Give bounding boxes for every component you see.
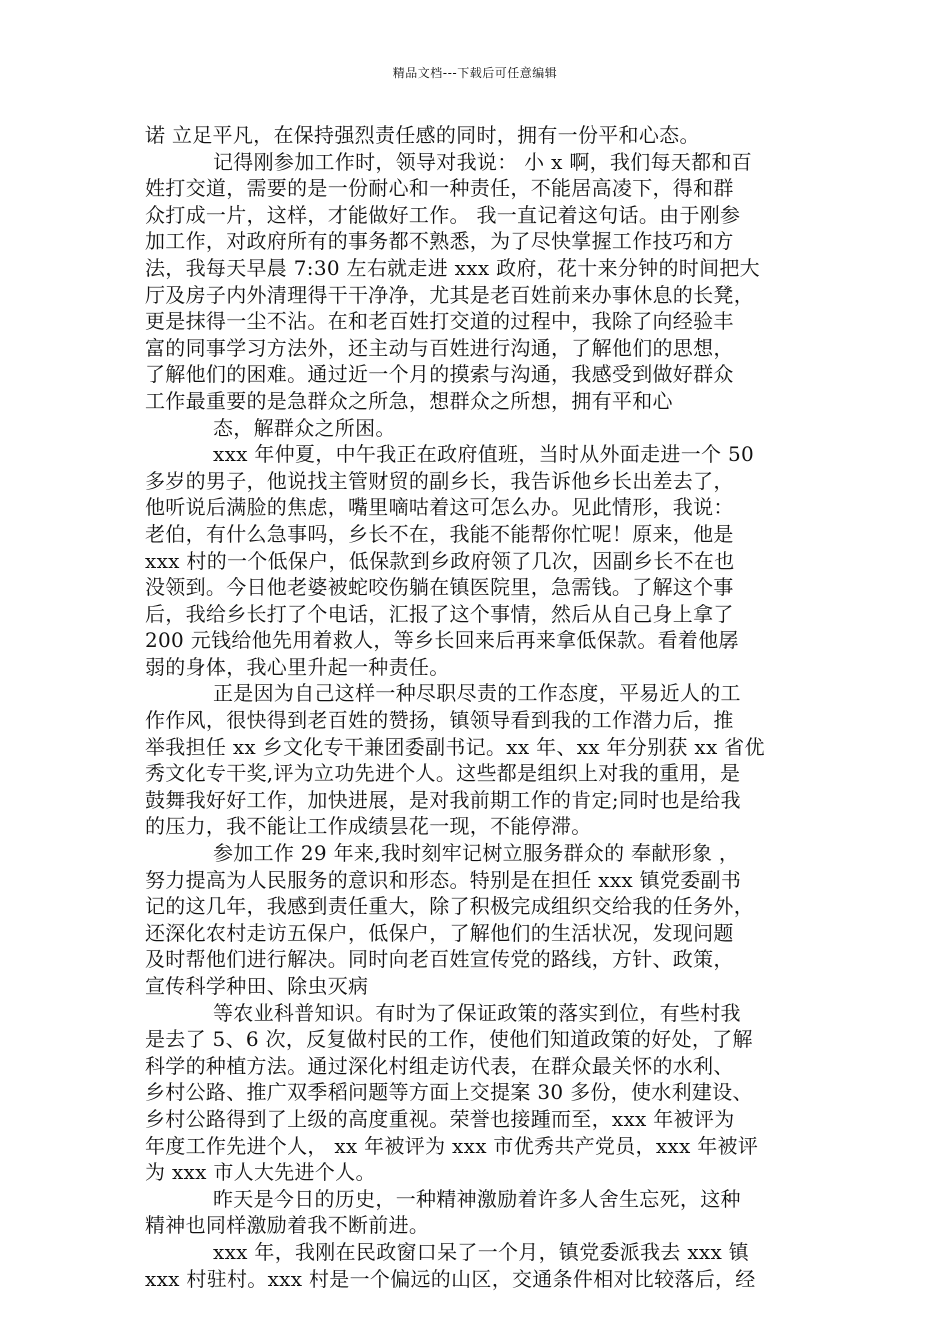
text-line: 正是因为自己这样一种尽职尽责的工作态度，平易近人的工 <box>213 681 741 706</box>
text-line: 没领到。今日他老婆被蛇咬伤躺在镇医院里，急需钱。了解这个事 <box>145 575 734 600</box>
document-body <box>145 122 805 1292</box>
text-line: 宣传科学种田、除虫灭病 <box>145 974 369 998</box>
text-line: 昨天是今日的历史，一种精神激励着许多人舍生忘死，这种 <box>213 1186 741 1211</box>
text-line: 努力提高为人民服务的意识和形态。特别是在担任 xxx 镇党委副书 <box>145 867 742 892</box>
text-line: 工作最重要的是急群众之所急，想群众之所想，拥有平和心 <box>145 388 673 413</box>
text-line: 后，我给乡长打了个电话，汇报了这个事情，然后从自己身上拿了 <box>145 601 734 626</box>
text-line: 记得刚参加工作时，领导对我说： 小 x 啊，我们每天都和百 <box>213 149 753 174</box>
text-line: 富的同事学习方法外，还主动与百姓进行沟通，了解他们的思想， <box>145 335 734 360</box>
text-line: 姓打交道，需要的是一份耐心和一种责任，不能居高凌下，得和群 <box>145 176 734 201</box>
text-line: 举我担任 xx 乡文化专干兼团委副书记。xx 年、xx 年分别获 xx 省优 <box>145 734 765 759</box>
text-line: 精神也同样激励着我不断前进。 <box>145 1213 430 1238</box>
text-line: 诺 立足平凡，在保持强烈责任感的同时，拥有一份平和心态。 <box>145 123 700 147</box>
text-line: 厅及房子内外清理得干干净净，尤其是老百姓前来办事休息的长凳， <box>145 282 754 307</box>
page-header: 精品文档---下载后可任意编辑 <box>392 66 558 80</box>
text-line: xxx 年仲夏，中午我正在政府值班，当时从外面走进一个 50 <box>213 442 755 467</box>
text-line: 鼓舞我好好工作，加快进展，是对我前期工作的肯定;同时也是给我 <box>145 787 741 812</box>
text-line: 为 xxx 市人大先进个人。 <box>145 1160 376 1185</box>
text-line: xxx 村的一个低保户，低保款到乡政府领了几次，因副乡长不在也 <box>145 548 735 573</box>
text-line: xxx 年，我刚在民政窗口呆了一个月，镇党委派我去 xxx 镇 <box>213 1239 750 1264</box>
text-line: 200 元钱给他先用着救人，等乡长回来后再来拿低保款。看着他孱 <box>145 628 739 653</box>
text-line: 的压力，我不能让工作成绩昙花一现，不能停滞。 <box>145 814 592 839</box>
text-line: 更是抹得一尘不沾。在和老百姓打交道的过程中，我除了向经验丰 <box>145 309 734 334</box>
text-line: 作作风，很快得到老百姓的赞扬，镇领导看到我的工作潜力后，推 <box>145 708 734 733</box>
text-line: 等农业科普知识。有时为了保证政策的落实到位，有些村我 <box>213 1000 741 1025</box>
text-line: 态，解群众之所困。 <box>213 415 396 440</box>
text-line: 多岁的男子，他说找主管财贸的副乡长，我告诉他乡长出差去了， <box>145 468 734 493</box>
text-line: xxx 村驻村。xxx 村是一个偏远的山区，交通条件相对比较落后，经 <box>145 1266 756 1291</box>
text-line: 乡村公路、推广双季稻问题等方面上交提案 30 多份，使水利建设、 <box>145 1080 753 1105</box>
text-line: 还深化农村走访五保户，低保户，了解他们的生活状况，发现问题 <box>145 920 734 945</box>
text-line: 年度工作先进个人， xx 年被评为 xxx 市优秀共产党员，xxx 年被评 <box>145 1133 759 1158</box>
text-line: 法，我每天早晨 7:30 左右就走进 xxx 政府，花十来分钟的时间把大 <box>145 255 760 280</box>
text-line: 他听说后满脸的焦虑，嘴里嘀咕着这可怎么办。见此情形，我说： <box>145 495 734 520</box>
text-line: 是去了 5、6 次，反复做村民的工作，使他们知道政策的好处，了解 <box>145 1027 753 1052</box>
text-line: 了解他们的困难。通过近一个月的摸索与沟通，我感受到做好群众 <box>145 362 734 387</box>
text-line: 弱的身体，我心里升起一种责任。 <box>145 654 450 679</box>
text-line: 秀文化专干奖,评为立功先进个人。这些都是组织上对我的重用，是 <box>145 761 741 786</box>
text-line: 科学的种植方法。通过深化村组走访代表，在群众最关怀的水利、 <box>145 1053 734 1078</box>
text-line: 老伯，有什么急事吗，乡长不在，我能不能帮你忙呢！原来，他是 <box>145 521 734 546</box>
text-line: 乡村公路得到了上级的高度重视。荣誉也接踵而至，xxx 年被评为 <box>145 1106 735 1131</box>
text-line: 加工作，对政府所有的事务都不熟悉，为了尽快掌握工作技巧和方 <box>145 229 734 254</box>
text-line: 众打成一片，这样，才能做好工作。 我一直记着这句话。由于刚参 <box>145 202 741 227</box>
text-line: 及时帮他们进行解决。同时向老百姓宣传党的路线，方针、政策， <box>145 947 734 972</box>
text-line: 记的这几年，我感到责任重大，除了积极完成组织交给我的任务外， <box>145 894 754 919</box>
text-line: 参加工作 29 年来,我时刻牢记树立服务群众的 奉献形象 ， <box>213 841 740 866</box>
